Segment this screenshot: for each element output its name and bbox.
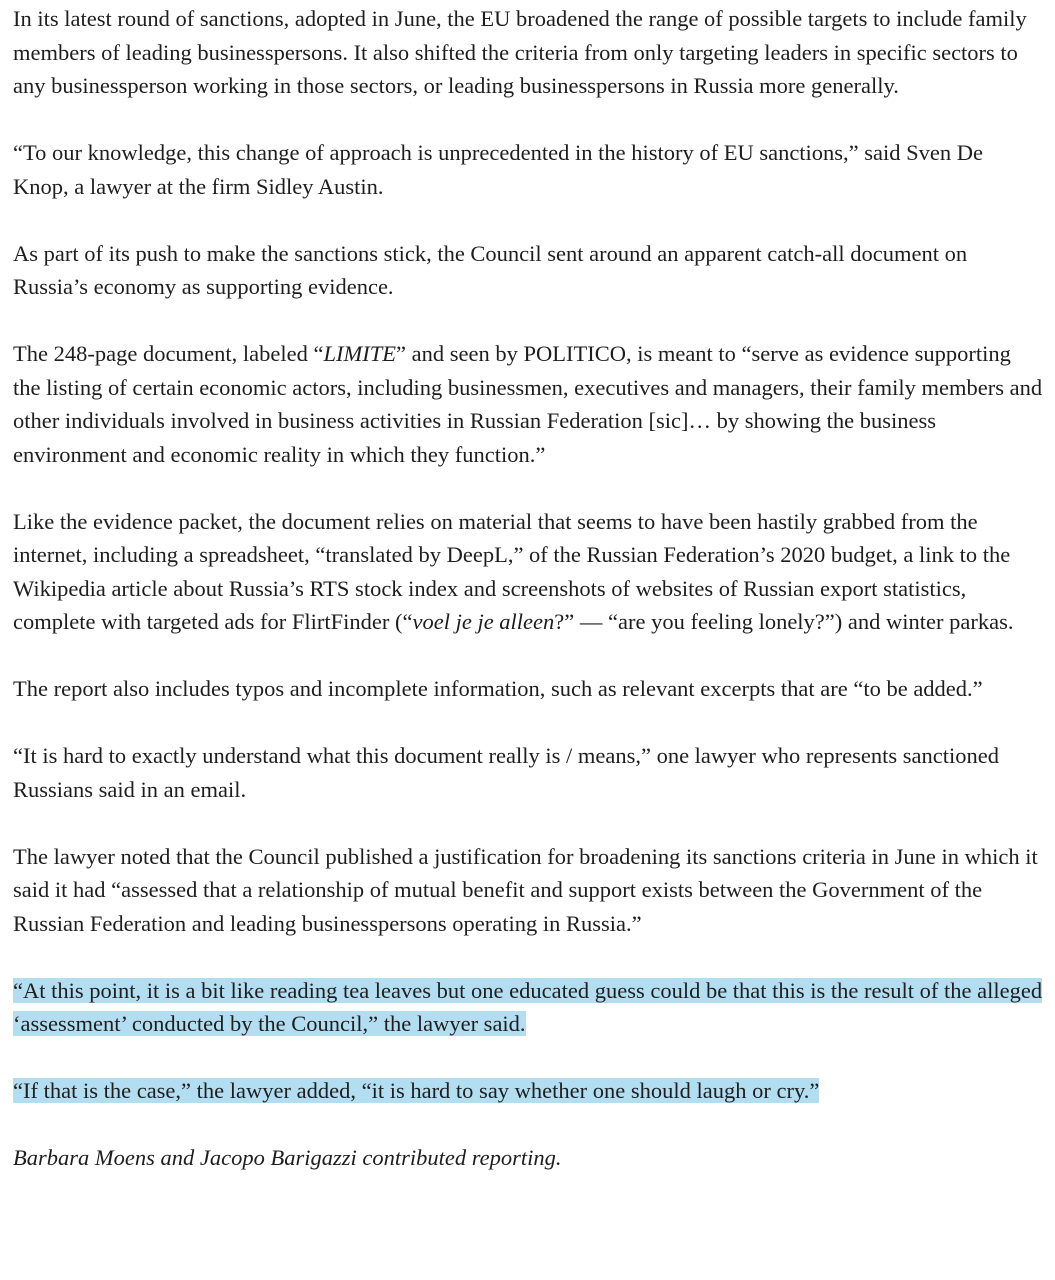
- paragraph-evidence-packet-text-a: Like the evidence packet, the document relies on material that seems to have been hastily grabbed from the internet, including a spreadsheet, “translated by DeepL,” of the Russian Federation’s 2020 budget, a link to the Wikipedia article about Russia’s RTS stock index and screenshots of websites of Russian export statistics, complete with targeted ads for FlirtFinder (“: [13, 508, 1011, 634]
- paragraph-de-knop-quote: “To our knowledge, this change of approach is unprecedented in the history of EU sanctions,” said Sven De Knop, a lawyer at the firm Sidley Austin.: [13, 140, 984, 199]
- paragraph-248-page-document-text-a: The 248-page document, labeled “: [13, 341, 324, 366]
- paragraph-sanctions-round: In its latest round of sanctions, adopted in June, the EU broadened the range of possible targets to include family members of leading businesspersons. It also shifted the criteria from only targeting leaders in specific sectors to any businessperson working in those sectors, or leading businesspersons in Russia more generally.: [13, 6, 1027, 98]
- highlighted-text-laugh-or-cry[interactable]: “If that is the case,” the lawyer added, “it is hard to say whether one should laugh or cry.”: [13, 1078, 820, 1103]
- limite-label: LIMITE: [323, 341, 396, 366]
- paragraph-catch-all-document: As part of its push to make the sanctions stick, the Council sent around an apparent catch-all document on Russia’s economy as supporting evidence.: [13, 240, 968, 299]
- reporting-credit: Barbara Moens and Jacopo Barigazzi contributed reporting.: [13, 1145, 562, 1170]
- highlighted-paragraph-laugh-or-cry[interactable]: [13, 1074, 1043, 1108]
- dutch-phrase: voel je je alleen: [412, 609, 555, 634]
- article-body: [13, 2, 1043, 1175]
- paragraph-evidence-packet: [13, 505, 1043, 639]
- paragraph-evidence-packet-text-b: ?” — “are you feeling lonely?”) and winter parkas.: [554, 609, 1014, 634]
- paragraph-248-page-document: [13, 337, 1043, 471]
- paragraph-lawyer-email: “It is hard to exactly understand what this document really is / means,” one lawyer who represents sanctioned Russians said in an email.: [13, 743, 999, 802]
- paragraph-typos: The report also includes typos and incomplete information, such as relevant excerpts that are “to be added.”: [13, 676, 983, 701]
- highlighted-paragraph-tea-leaves[interactable]: [13, 974, 1043, 1041]
- paragraph-248-page-document-text-b: ” and seen by POLITICO, is meant to “serve as evidence supporting the listing of certain economic actors, including businessmen, executives and managers, their family members and other individuals involved in business activities in Russian Federation [sic]… by showing the business environment and economic reality in which they function.”: [13, 341, 1043, 467]
- highlighted-text-tea-leaves[interactable]: “At this point, it is a bit like reading tea leaves but one educated guess could be that this is the result of the alleged ‘assessment’ conducted by the Council,” the lawyer said.: [13, 977, 1043, 1036]
- paragraph-council-justification: The lawyer noted that the Council published a justification for broadening its sanctions criteria in June in which it said it had “assessed that a relationship of mutual benefit and support exists between the Government of the Russian Federation and leading businesspersons operating in Russia.”: [13, 843, 1038, 936]
